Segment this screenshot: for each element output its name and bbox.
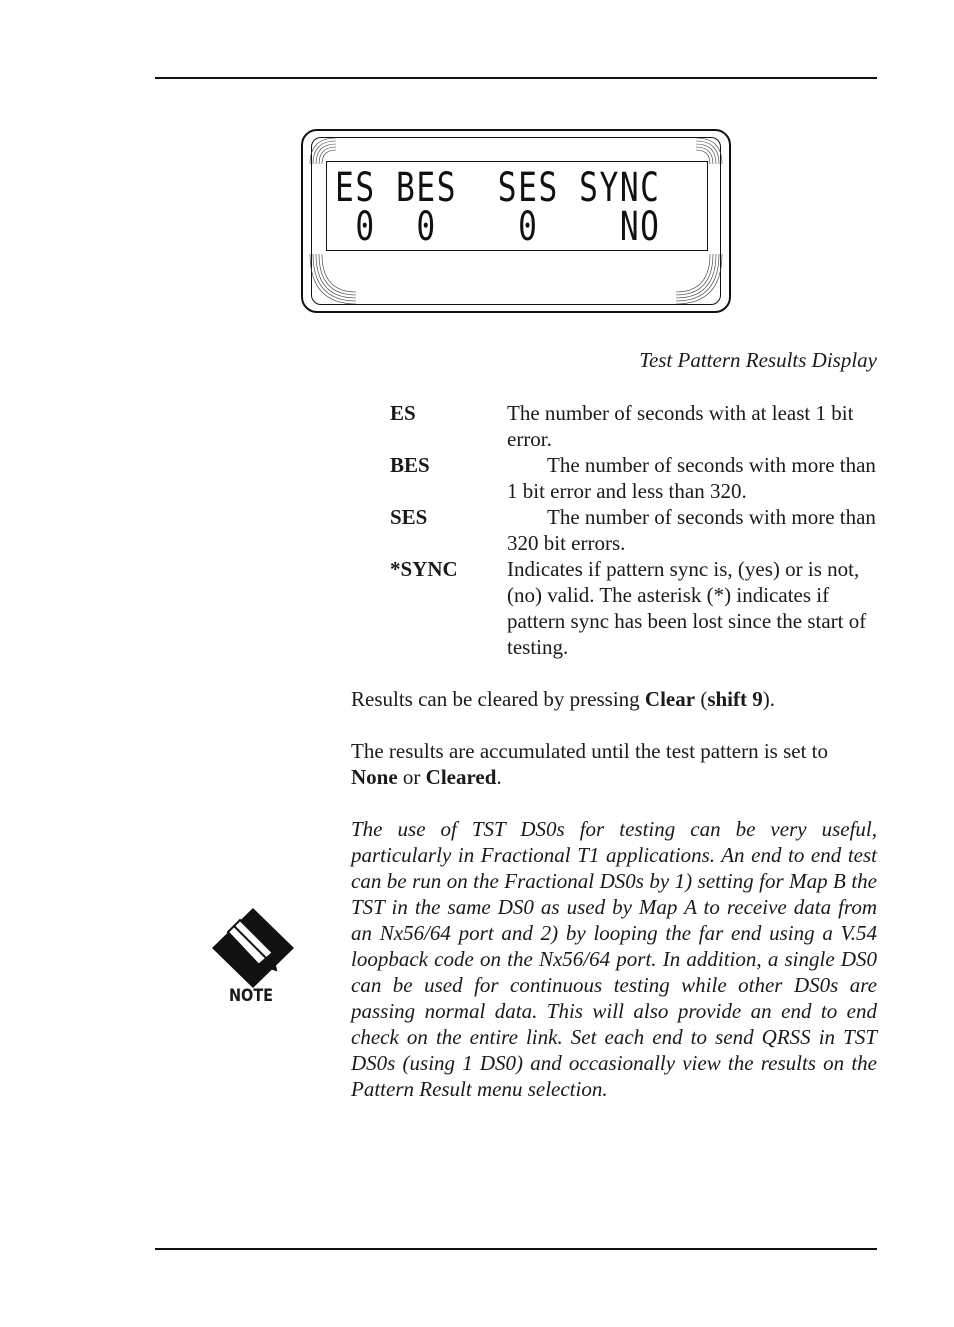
definition-description: [507, 504, 880, 556]
text: ).: [762, 687, 776, 711]
definition-text: The number of seconds with more than 320 bit errors.: [507, 505, 876, 555]
definition-term: *SYNC: [390, 557, 458, 581]
definition-description: The number of seconds with at least 1 bit error.: [507, 401, 854, 451]
definition-row: [390, 400, 880, 452]
text: or: [397, 765, 426, 789]
definition-row: [390, 504, 880, 556]
definition-term: SES: [390, 505, 428, 529]
definition-row: [390, 452, 880, 504]
clear-instructions: [351, 686, 877, 712]
text: (: [695, 687, 708, 711]
definition-text: The number of seconds with more than 1 bit error and less than 320.: [507, 453, 876, 503]
definition-list: [390, 400, 880, 660]
cleared-option-label: Cleared: [425, 765, 497, 789]
definition-description: Indicates if pattern sync is, (yes) or is not, (no) valid. The asterisk (*) indicates if pattern sync has been lost since the start of testing.: [507, 557, 867, 659]
figure-caption: Test Pattern Results Display: [639, 348, 877, 372]
lcd-screen: [326, 161, 708, 251]
definition-description: [507, 452, 880, 504]
text: The results are accumulated until the test pattern is set to: [351, 739, 829, 763]
lcd-line-1: ES BES SES SYNC: [335, 165, 661, 211]
footer-rule: [155, 1248, 877, 1250]
note-paragraph: The use of TST DS0s for testing can be very useful, particularly in Fractional T1 applications. An end to end test can be run on the Fractional DS0s by 1) setting for Map B the TST in the same DS0 as used by Map A to receive data from an Nx56/64 port and 2) by looping the far end using a V.54 loopback code on the Nx56/64 port. In addition, a single DS0 can be used for continuous testing while other DS0s are passing normal data. This will also provide an end to end check on the entire link. Set each end to send QRSS in TST DS0s (using 1 DS0) and occasionally view the results on the Pattern Result menu selection.: [351, 817, 877, 1101]
definition-term: BES: [390, 453, 430, 477]
text: .: [496, 765, 502, 789]
definition-row: [390, 556, 880, 660]
none-option-label: None: [351, 765, 398, 789]
note-label: NOTE: [228, 986, 274, 1006]
accumulation-note: [351, 738, 877, 790]
text: Results can be cleared by pressing: [351, 687, 645, 711]
shift-key-label: shift 9: [707, 687, 763, 711]
header-rule: [155, 77, 877, 79]
definition-term: ES: [390, 401, 416, 425]
lcd-line-2: 0 0 0 NO: [335, 204, 661, 250]
clear-key-label: Clear: [644, 687, 696, 711]
